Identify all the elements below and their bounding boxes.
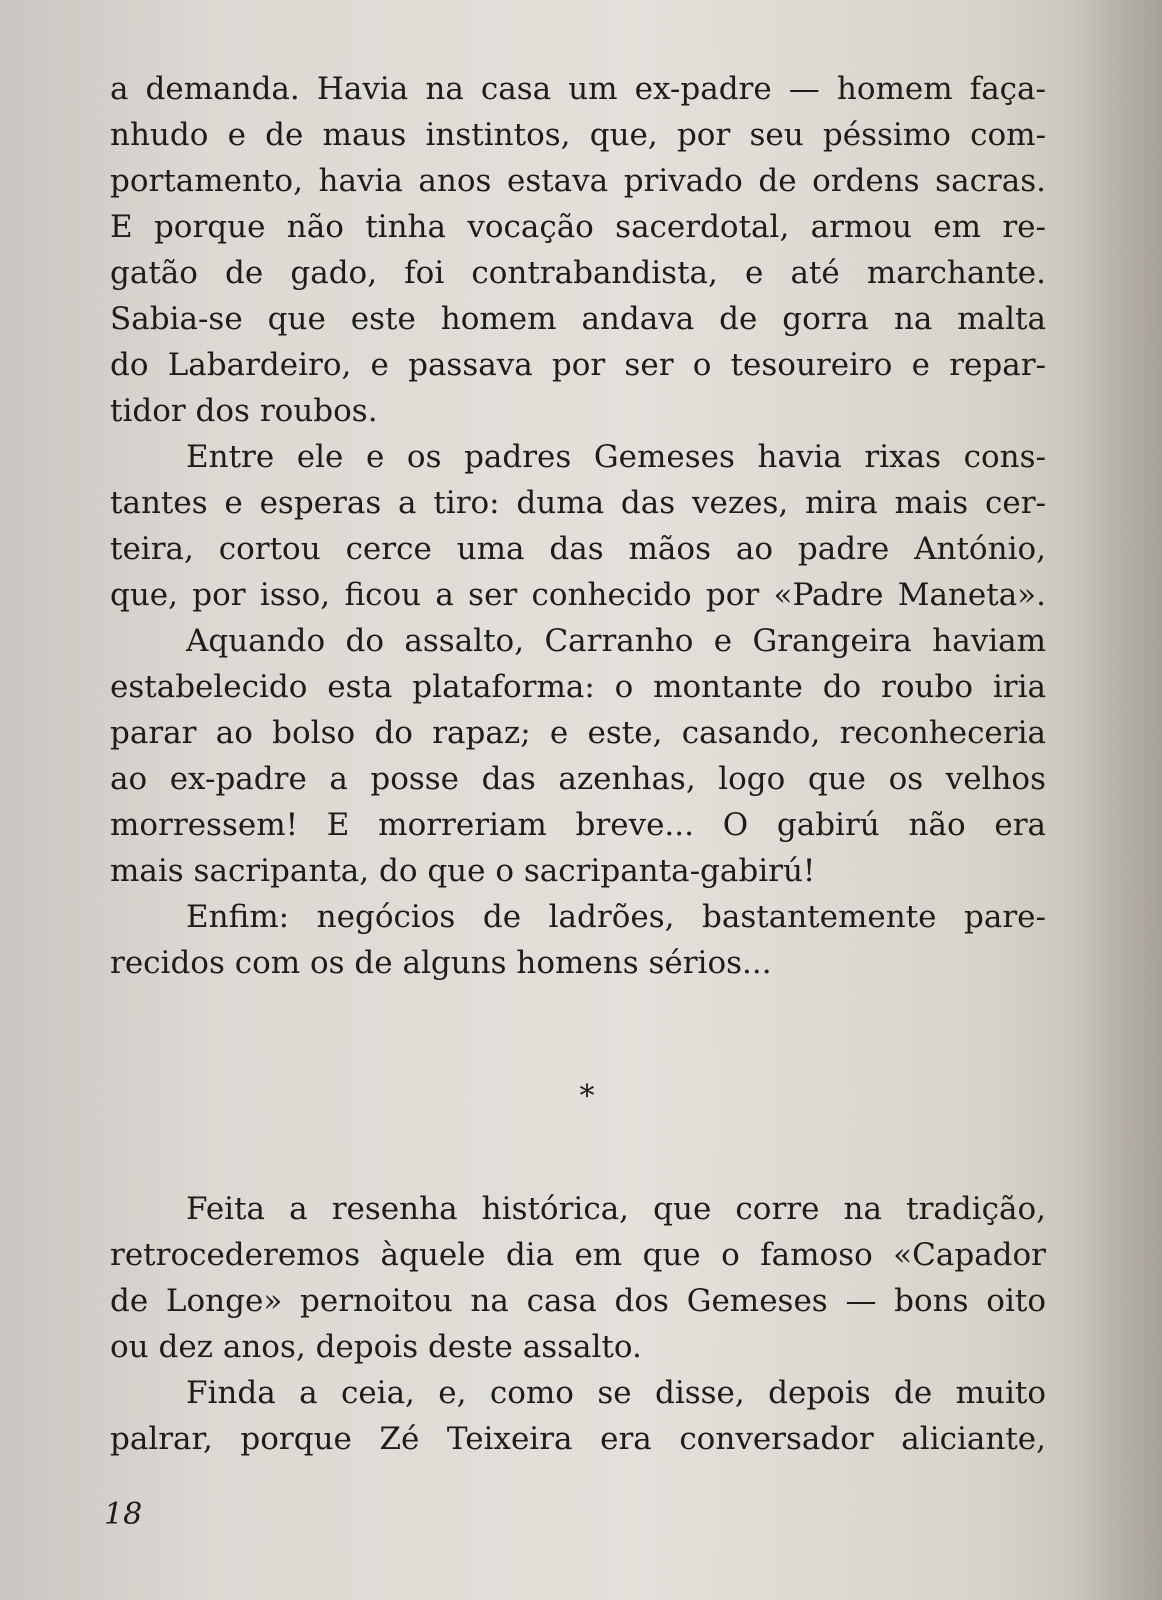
page-number: 18 (104, 1497, 143, 1532)
text-line: que, por isso, ficou a ser conhecido por «Padre Maneta». (110, 577, 1046, 613)
text-line: portamento, havia anos estava privado de ordens sacras. (110, 163, 1046, 199)
paragraph (110, 618, 1046, 894)
text-line: retrocederemos àquele dia em que o famoso «Capador (110, 1237, 1046, 1273)
text-line: estabelecido esta plataforma: o montante do roubo iria (110, 669, 1046, 705)
text-line: morressem! E morreriam breve... O gabirú não era (110, 807, 1046, 843)
text-line: Finda a ceia, e, como se disse, depois de muito (186, 1375, 1046, 1411)
paragraph (110, 1370, 1046, 1462)
text-line: a demanda. Havia na casa um ex-padre — homem faça- (110, 71, 1046, 107)
text-line: ao ex-padre a posse das azenhas, logo que os velhos (110, 761, 1046, 797)
text-line: E porque não tinha vocação sacerdotal, armou em re- (110, 209, 1046, 245)
top-text-block (110, 66, 1046, 986)
paragraph (110, 434, 1046, 618)
text-line: Aquando do assalto, Carranho e Grangeira haviam (186, 623, 1046, 659)
text-line: ou dez anos, depois deste assalto. (110, 1329, 642, 1365)
bottom-text-block (110, 1186, 1046, 1462)
text-line: do Labardeiro, e passava por ser o tesoureiro e repar- (110, 347, 1046, 383)
text-line: parar ao bolso do rapaz; e este, casando, reconheceria (110, 715, 1046, 751)
section-separator: * (579, 1079, 595, 1114)
text-line: recidos com os de alguns homens sérios... (110, 945, 772, 981)
text-line: teira, cortou cerce uma das mãos ao padre António, (110, 531, 1046, 567)
text-line: nhudo e de maus instintos, que, por seu péssimo com- (110, 117, 1046, 153)
paragraph (110, 66, 1046, 434)
text-line: tidor dos roubos. (110, 393, 378, 429)
text-line: Entre ele e os padres Gemeses havia rixas cons- (186, 439, 1046, 475)
text-line: de Longe» pernoitou na casa dos Gemeses — bons oito (110, 1283, 1046, 1319)
text-line: mais sacripanta, do que o sacripanta-gabirú! (110, 853, 816, 889)
page-edge-shadow (1072, 0, 1162, 1600)
text-line: gatão de gado, foi contrabandista, e até marchante. (110, 255, 1046, 291)
text-line: palrar, porque Zé Teixeira era conversador aliciante, (110, 1421, 1046, 1457)
text-line: Feita a resenha histórica, que corre na tradição, (186, 1191, 1046, 1227)
paragraph (110, 894, 1046, 986)
text-line: tantes e esperas a tiro: duma das vezes, mira mais cer- (110, 485, 1046, 521)
text-line: Sabia-se que este homem andava de gorra na malta (110, 301, 1046, 337)
text-line: Enfim: negócios de ladrões, bastantemente pare- (186, 899, 1046, 935)
paragraph (110, 1186, 1046, 1370)
